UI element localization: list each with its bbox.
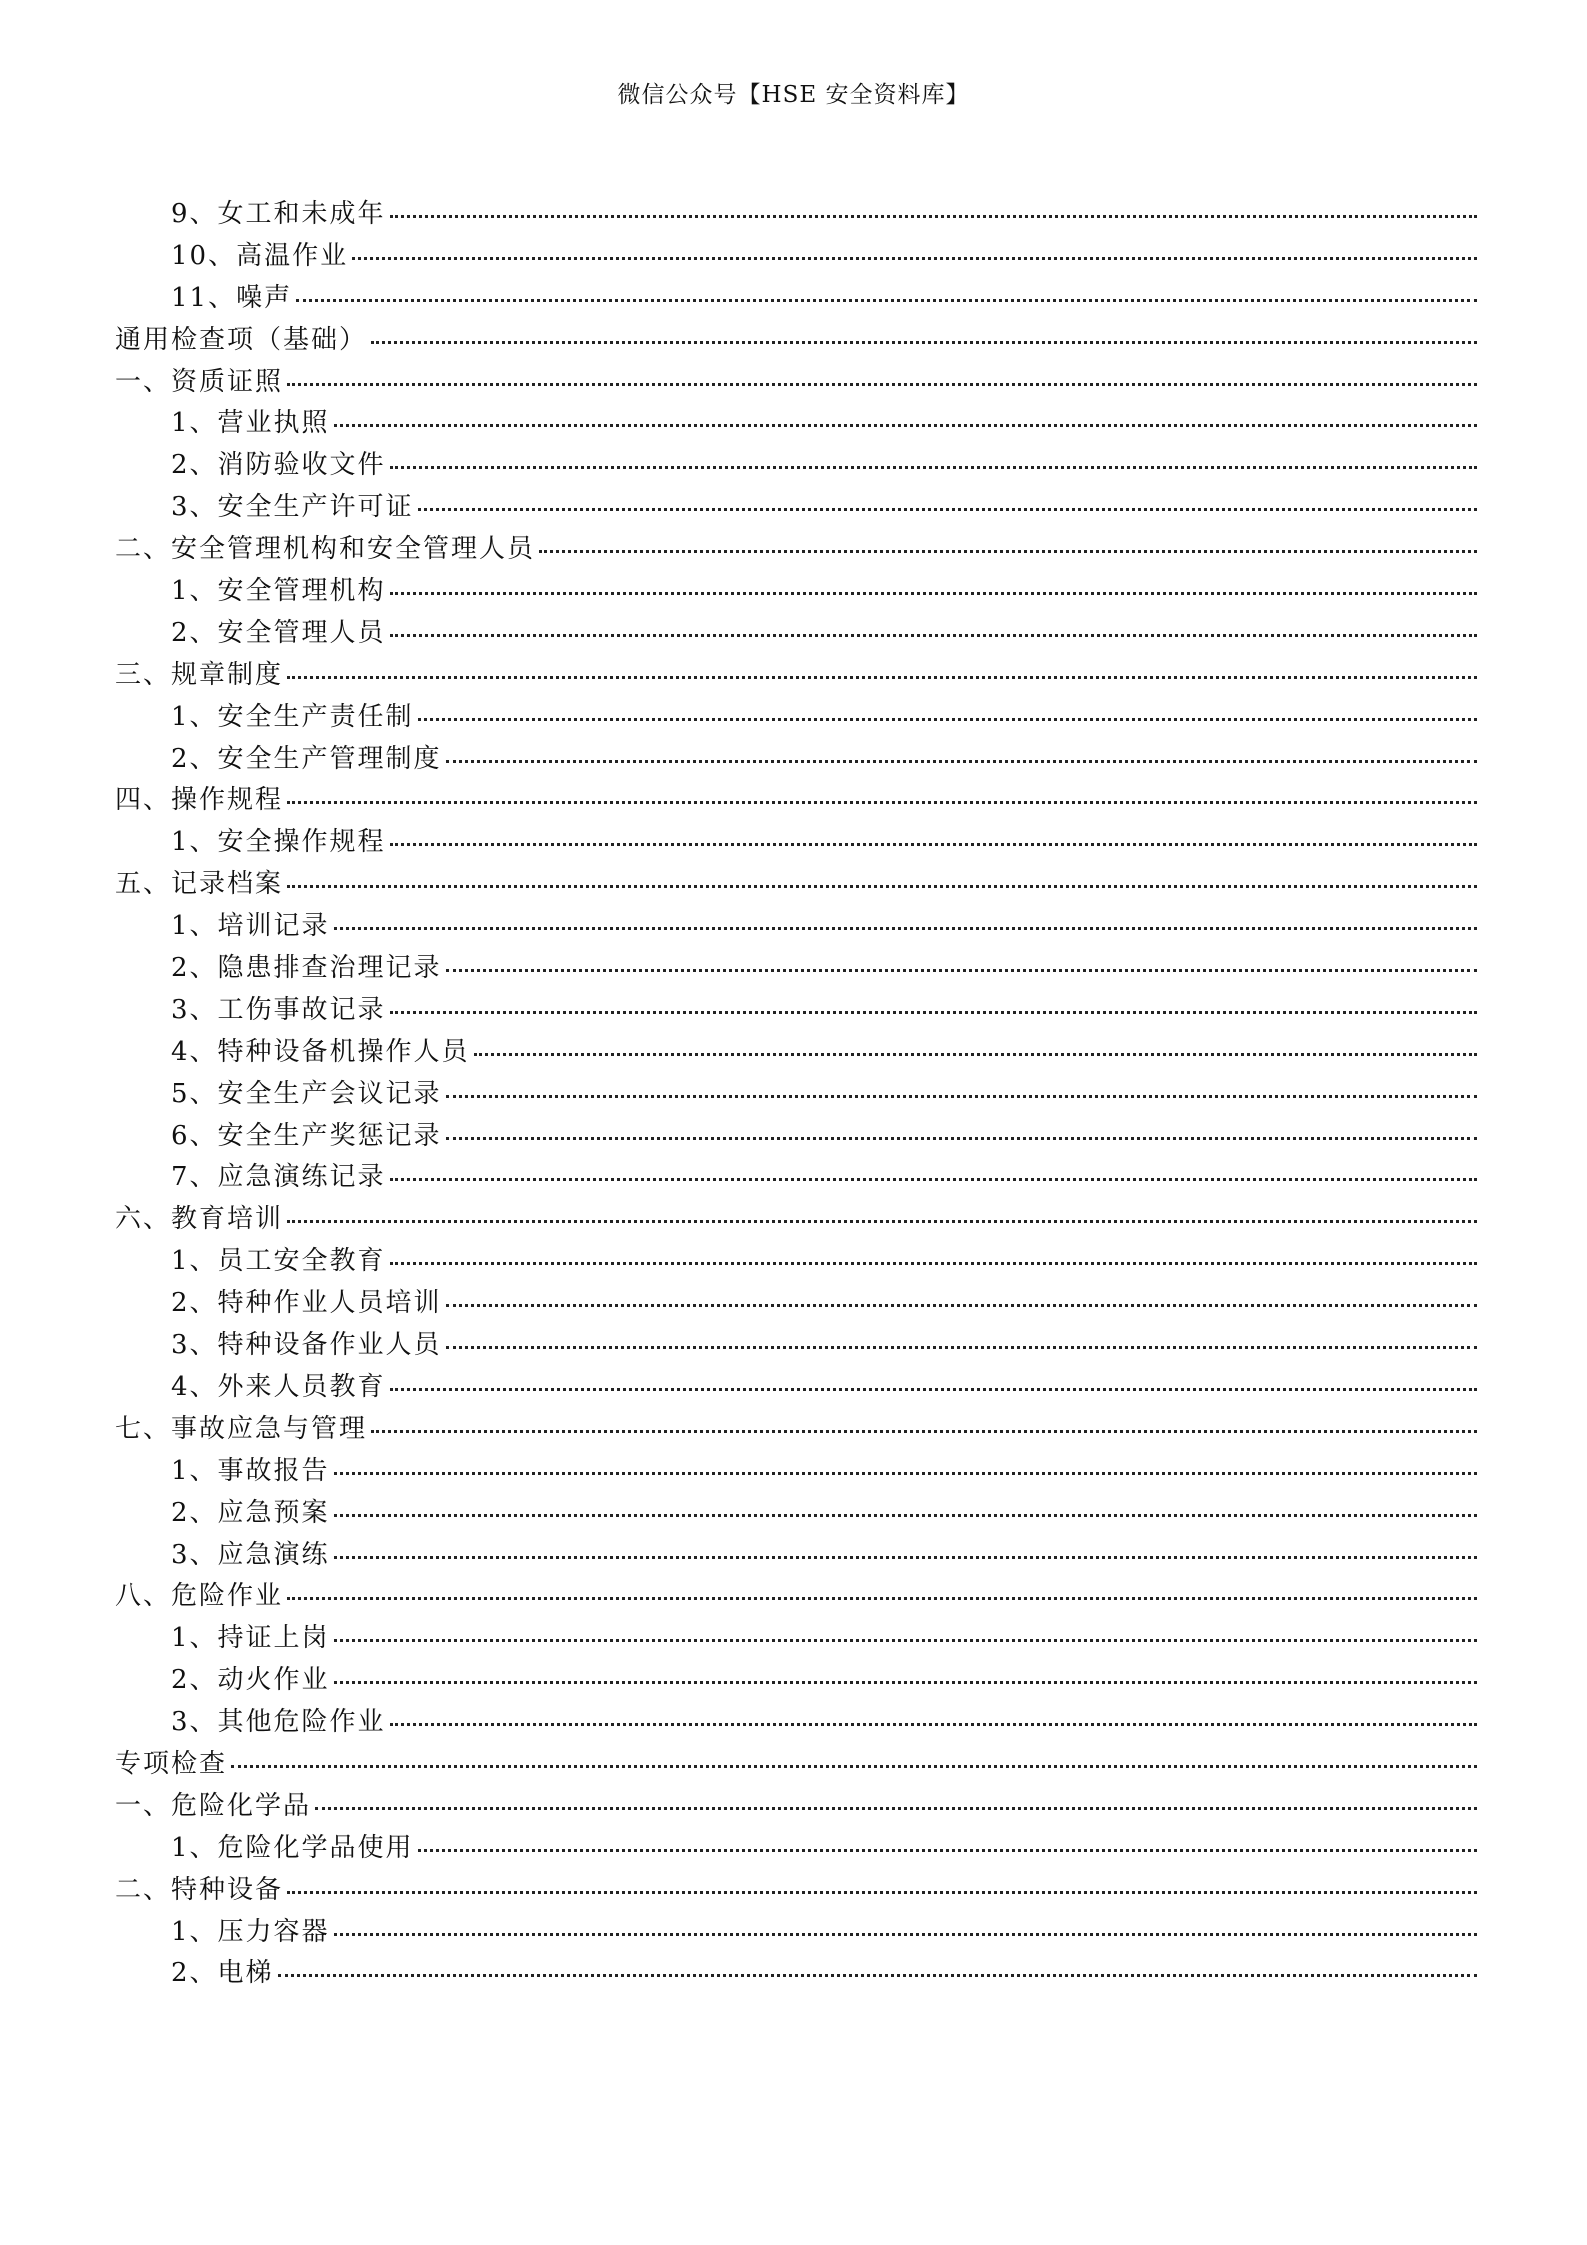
toc-entry-label: 通用检查项（基础）: [115, 324, 368, 355]
toc-dot-leader: [278, 1974, 1477, 1977]
toc-entry[interactable]: [115, 1032, 1477, 1074]
toc-entry[interactable]: [115, 1116, 1477, 1158]
toc-dot-leader: [287, 801, 1477, 804]
toc-dot-leader: [390, 1262, 1477, 1265]
toc-entry[interactable]: [115, 1786, 1477, 1828]
toc-entry[interactable]: [115, 780, 1477, 822]
toc-entry[interactable]: [115, 236, 1477, 278]
toc-entry-label: 一、资质证照: [115, 366, 284, 397]
toc-entry-label: 9、女工和未成年: [171, 199, 386, 229]
toc-entry[interactable]: [115, 739, 1477, 781]
toc-dot-leader: [390, 1178, 1477, 1181]
toc-dot-leader: [390, 634, 1477, 637]
toc-dot-leader: [334, 1556, 1477, 1559]
toc-entry[interactable]: [115, 1702, 1477, 1744]
toc-dot-leader: [334, 1681, 1477, 1684]
toc-entry[interactable]: [115, 948, 1477, 990]
toc-entry-label: 3、应急演练: [171, 1539, 330, 1570]
toc-dot-leader: [446, 1346, 1477, 1349]
toc-dot-leader: [446, 1137, 1477, 1140]
toc-entry-label: 专项检查: [115, 1748, 228, 1779]
toc-entry-label: 1、员工安全教育: [171, 1246, 386, 1277]
toc-entry[interactable]: [115, 1283, 1477, 1325]
toc-entry[interactable]: [115, 487, 1477, 529]
toc-dot-leader: [287, 383, 1477, 386]
toc-entry[interactable]: [115, 1660, 1477, 1702]
toc-entry-label: 3、特种设备作业人员: [171, 1330, 442, 1361]
toc-entry[interactable]: [115, 1576, 1477, 1618]
toc-entry-label: 4、特种设备机操作人员: [171, 1036, 470, 1067]
toc-entry[interactable]: [115, 1912, 1477, 1954]
toc-entry-label: 1、压力容器: [171, 1916, 330, 1947]
toc-entry[interactable]: [115, 529, 1477, 571]
toc-entry-label: 二、特种设备: [115, 1874, 284, 1905]
toc-entry[interactable]: [115, 822, 1477, 864]
toc-entry[interactable]: [115, 697, 1477, 739]
toc-entry-label: 三、规章制度: [115, 659, 284, 690]
toc-dot-leader: [390, 592, 1477, 595]
toc-entry-label: 八、危险作业: [115, 1581, 284, 1612]
toc-dot-leader: [390, 215, 1477, 218]
toc-entry[interactable]: [115, 1157, 1477, 1199]
toc-dot-leader: [287, 885, 1477, 888]
toc-entry-label: 七、事故应急与管理: [115, 1413, 368, 1444]
toc-entry[interactable]: [115, 1409, 1477, 1451]
toc-entry-label: 1、事故报告: [171, 1455, 330, 1486]
toc-entry[interactable]: [115, 194, 1477, 236]
toc-entry[interactable]: [115, 613, 1477, 655]
toc-entry[interactable]: [115, 1953, 1477, 1995]
toc-entry[interactable]: [115, 906, 1477, 948]
toc-dot-leader: [474, 1053, 1477, 1056]
toc-entry[interactable]: [115, 320, 1477, 362]
toc-dot-leader: [390, 1388, 1477, 1391]
toc-dot-leader: [287, 676, 1477, 679]
toc-dot-leader: [539, 550, 1477, 553]
toc-entry[interactable]: [115, 1074, 1477, 1116]
toc-entry[interactable]: [115, 278, 1477, 320]
toc-entry-label: 2、应急预案: [171, 1497, 330, 1528]
toc-entry-label: 1、持证上岗: [171, 1623, 330, 1654]
toc-dot-leader: [334, 1639, 1477, 1642]
toc-entry-label: 六、教育培训: [115, 1204, 284, 1235]
toc-entry[interactable]: [115, 990, 1477, 1032]
toc-entry[interactable]: [115, 403, 1477, 445]
toc-entry-label: 1、培训记录: [171, 911, 330, 942]
toc-entry-label: 二、安全管理机构和安全管理人员: [115, 534, 536, 565]
toc-entry-label: 5、安全生产会议记录: [171, 1078, 442, 1109]
toc-entry[interactable]: [115, 362, 1477, 404]
toc-entry[interactable]: [115, 1325, 1477, 1367]
toc-dot-leader: [296, 299, 1477, 302]
toc-entry-label: 2、消防验收文件: [171, 450, 386, 481]
toc-dot-leader: [315, 1807, 1477, 1810]
table-of-contents: [115, 194, 1477, 1995]
toc-entry[interactable]: [115, 1535, 1477, 1577]
toc-entry-label: 2、动火作业: [171, 1665, 330, 1696]
toc-entry-label: 五、记录档案: [115, 869, 284, 900]
toc-entry-label: 1、安全生产责任制: [171, 701, 414, 732]
page-header: 微信公众号【HSE 安全资料库】: [617, 82, 970, 108]
toc-entry-label: 2、电梯: [171, 1958, 274, 1989]
toc-entry-label: 1、安全管理机构: [171, 576, 386, 607]
toc-entry-label: 3、其他危险作业: [171, 1707, 386, 1738]
toc-entry[interactable]: [115, 864, 1477, 906]
toc-entry-label: 3、工伤事故记录: [171, 994, 386, 1025]
toc-dot-leader: [287, 1891, 1477, 1894]
toc-dot-leader: [371, 341, 1477, 344]
toc-dot-leader: [418, 1849, 1477, 1852]
toc-entry[interactable]: [115, 571, 1477, 613]
toc-entry-label: 10、高温作业: [171, 240, 349, 271]
toc-entry-label: 1、危险化学品使用: [171, 1832, 414, 1863]
toc-dot-leader: [446, 760, 1477, 763]
toc-entry-label: 2、安全管理人员: [171, 617, 386, 648]
toc-entry[interactable]: [115, 655, 1477, 697]
toc-entry-label: 4、外来人员教育: [171, 1371, 386, 1402]
toc-entry-label: 四、操作规程: [115, 785, 284, 816]
toc-entry[interactable]: [115, 1618, 1477, 1660]
toc-dot-leader: [287, 1597, 1477, 1600]
toc-dot-leader: [446, 969, 1477, 972]
toc-dot-leader: [334, 1933, 1477, 1936]
toc-entry[interactable]: [115, 445, 1477, 487]
toc-entry-label: 2、隐患排查治理记录: [171, 953, 442, 984]
toc-entry-label: 2、特种作业人员培训: [171, 1288, 442, 1319]
toc-dot-leader: [334, 1514, 1477, 1517]
toc-dot-leader: [390, 843, 1477, 846]
toc-dot-leader: [334, 927, 1477, 930]
toc-dot-leader: [390, 466, 1477, 469]
toc-entry-label: 11、噪声: [171, 282, 293, 313]
toc-dot-leader: [390, 1723, 1477, 1726]
toc-dot-leader: [418, 508, 1477, 511]
toc-entry[interactable]: [115, 1828, 1477, 1870]
toc-entry[interactable]: [115, 1199, 1477, 1241]
toc-entry[interactable]: [115, 1241, 1477, 1283]
toc-dot-leader: [390, 1011, 1477, 1014]
toc-entry[interactable]: [115, 1451, 1477, 1493]
toc-dot-leader: [371, 1430, 1477, 1433]
toc-entry[interactable]: [115, 1493, 1477, 1535]
toc-entry-label: 2、安全生产管理制度: [171, 743, 442, 774]
toc-entry-label: 7、应急演练记录: [171, 1162, 386, 1193]
toc-entry[interactable]: [115, 1744, 1477, 1786]
toc-dot-leader: [287, 1220, 1477, 1223]
toc-entry-label: 6、安全生产奖惩记录: [171, 1120, 442, 1151]
toc-entry-label: 一、危险化学品: [115, 1790, 312, 1821]
toc-entry-label: 1、营业执照: [171, 408, 330, 439]
toc-dot-leader: [334, 1472, 1477, 1475]
toc-dot-leader: [352, 257, 1477, 260]
toc-entry-label: 3、安全生产许可证: [171, 492, 414, 523]
toc-entry[interactable]: [115, 1870, 1477, 1912]
toc-dot-leader: [231, 1765, 1477, 1768]
toc-dot-leader: [446, 1095, 1477, 1098]
toc-dot-leader: [334, 424, 1477, 427]
toc-entry[interactable]: [115, 1367, 1477, 1409]
toc-dot-leader: [446, 1304, 1477, 1307]
toc-dot-leader: [418, 718, 1477, 721]
toc-entry-label: 1、安全操作规程: [171, 827, 386, 858]
